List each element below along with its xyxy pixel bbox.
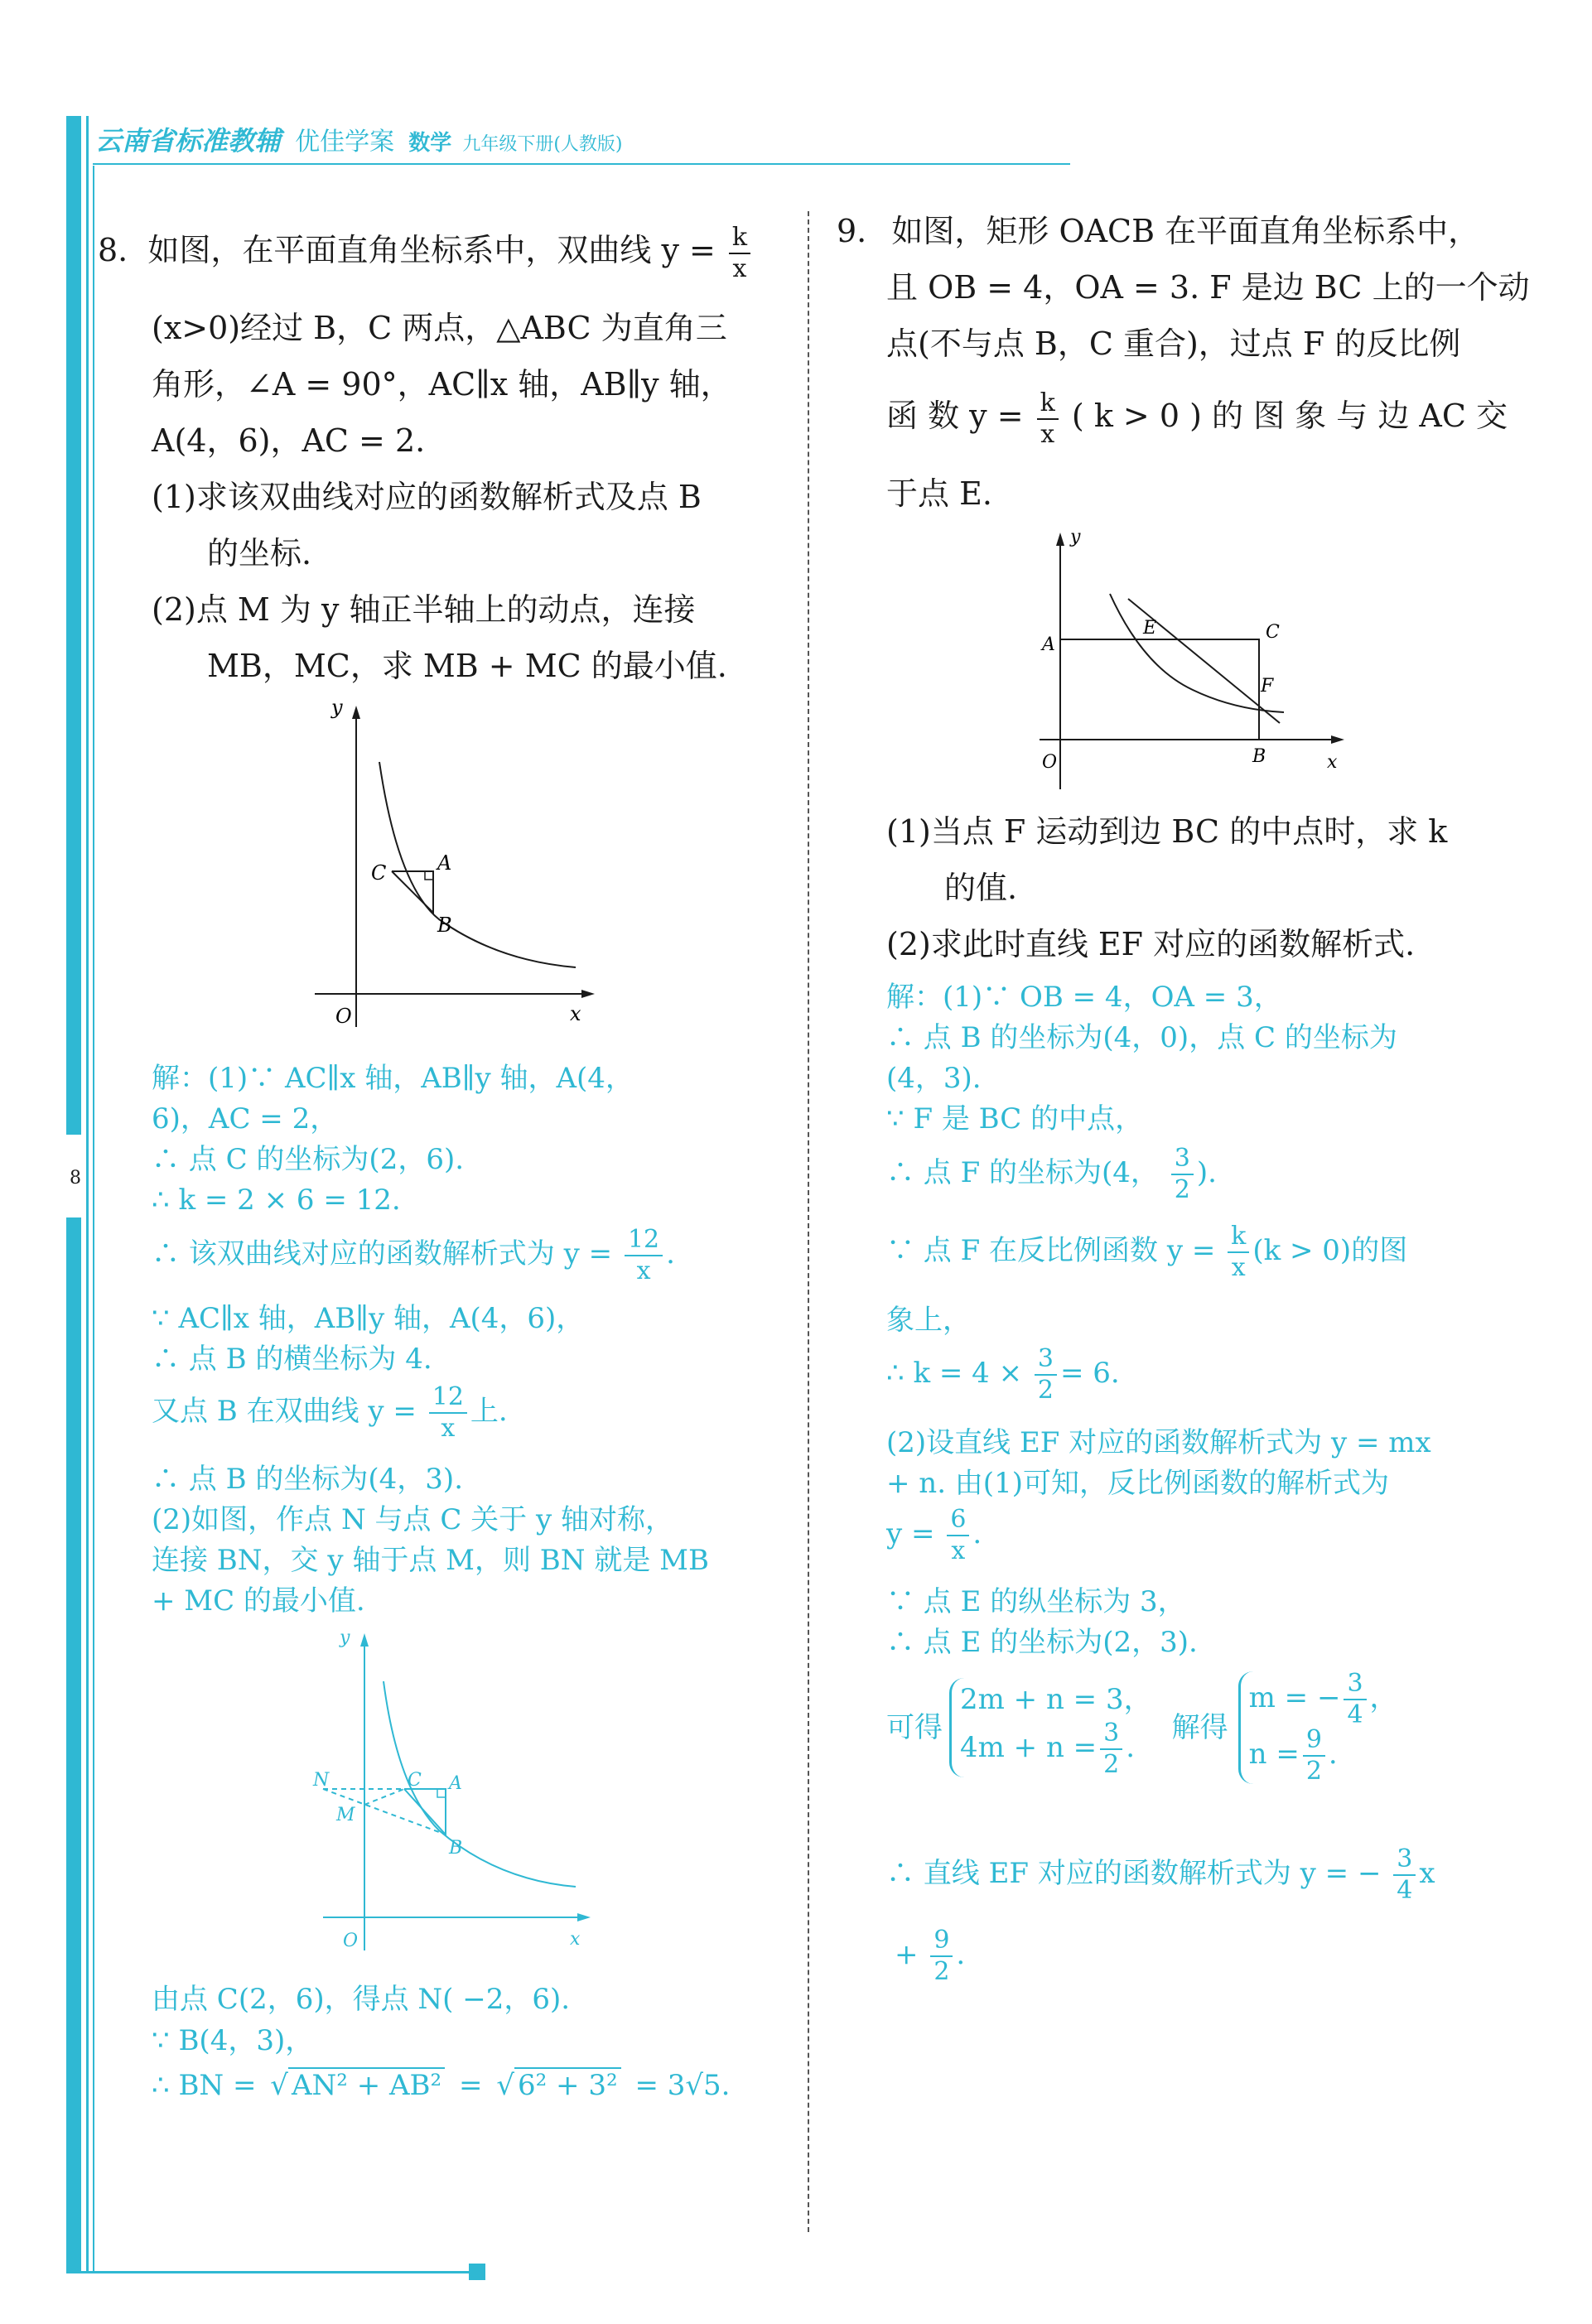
q8-sol-text: = 3√5. xyxy=(634,2069,731,2102)
frac-num: 9 xyxy=(1303,1728,1325,1757)
frac-12-x xyxy=(625,1227,663,1284)
q9-sol-line-15 xyxy=(886,1844,1435,1905)
q9-text: 函 数 y = xyxy=(886,398,1024,434)
q8-sol-line-5 xyxy=(152,1227,675,1284)
q9-sol-line: + n. 由(1)可知，反比例函数的解析式为 xyxy=(886,1467,1389,1500)
frac-num: 3 xyxy=(1344,1671,1366,1700)
system-2-eq2: n = $\frac{9}{2}$ . xyxy=(1248,1725,1338,1786)
q8-sol-line: ∵ AC∥x 轴，AB∥y 轴，A(4，6)， xyxy=(152,1302,585,1335)
q8-sol-line: (2)如图，作点 N 与点 C 关于 y 轴对称， xyxy=(152,1503,673,1536)
frac-12-x xyxy=(429,1382,467,1443)
frac-9-2 xyxy=(930,1928,953,1984)
label-c: C xyxy=(371,861,387,885)
frac-den: x xyxy=(951,1536,966,1565)
q9-line-5: 于点 E. xyxy=(886,475,992,512)
q8-sol-line: ∴ 点 B 的坐标为(4，3). xyxy=(152,1463,464,1496)
q9-sol-text: y = xyxy=(886,1517,935,1550)
triangle-abc xyxy=(404,1789,446,1835)
q8-text: 如图，在平面直角坐标系中，双曲线 y = xyxy=(147,232,716,268)
frac-6-x xyxy=(947,1507,969,1564)
x-axis-arrow xyxy=(577,1913,591,1921)
frac-den: 2 xyxy=(1305,1757,1322,1786)
q8-sol-text: 上. xyxy=(470,1395,508,1428)
hyperbola-curve xyxy=(379,762,576,967)
frac-9-2 xyxy=(1303,1725,1325,1786)
frac-3-2 xyxy=(1035,1344,1057,1405)
q9-part2: (2)求此时直线 EF 对应的函数解析式. xyxy=(886,926,1416,962)
q9-sol-text: + xyxy=(895,1938,919,1971)
system-1 xyxy=(949,1678,1152,1777)
q9-sol-text: ). xyxy=(1196,1156,1217,1189)
q9-sol-line: ∵ 点 E 的纵坐标为 3， xyxy=(886,1585,1186,1618)
header-subject: 数学 xyxy=(408,131,452,156)
q9-sol-line: 象上， xyxy=(886,1304,971,1337)
q8-line-1 xyxy=(98,222,754,282)
frac-num: k xyxy=(1037,391,1059,420)
label-y: y xyxy=(1070,527,1081,547)
label-c: C xyxy=(408,1770,422,1791)
q9-sol-text: = 6. xyxy=(1059,1357,1120,1390)
frac-num: k xyxy=(729,225,750,254)
frac-num: 12 xyxy=(625,1227,663,1256)
q9-sol-text: m = − xyxy=(1248,1681,1341,1714)
column-divider xyxy=(808,211,809,2232)
q8-sol-text: = xyxy=(459,2069,483,2102)
q8-line-2: (x>0)经过 B，C 两点，△ABC 为直角三 xyxy=(152,310,727,346)
frac-den: 2 xyxy=(1103,1750,1120,1779)
q9-sol-text: ∵ 点 F 在反比例函数 y = xyxy=(886,1234,1216,1267)
label-x: x xyxy=(570,1002,581,1025)
frac-num: 3 xyxy=(1100,1721,1122,1750)
q9-sol-line-11 xyxy=(886,1507,982,1564)
q9-sol-text: 4m + n = xyxy=(960,1731,1098,1764)
frac-num: k xyxy=(1228,1224,1249,1253)
q9-sol-line: (4，3). xyxy=(886,1062,982,1095)
frac-num: 6 xyxy=(947,1507,969,1536)
q9-sol-text: x xyxy=(1419,1857,1435,1890)
q8-sol-text: 又点 B 在双曲线 y = xyxy=(152,1395,417,1428)
frac-3-2 xyxy=(1100,1721,1122,1777)
q8-sol-line-15: ∴ BN = √ AN² + AB² = √ 6² + 3² = 3√5. xyxy=(152,2069,731,2102)
frac-num: 3 xyxy=(1393,1847,1416,1876)
header-grade: 九年级下册(人教版) xyxy=(462,134,623,155)
q9-sol-systems xyxy=(886,1671,1398,1784)
q9-sol-line: 解：(1)∵ OB = 4，OA = 3， xyxy=(886,981,1282,1014)
q8-sol-text: ∴ BN = xyxy=(152,2069,257,2102)
bottom-accent-line xyxy=(66,2271,472,2273)
q8-sol-text: . xyxy=(666,1237,675,1270)
q9-figure xyxy=(1027,526,1358,799)
q9-sol-line: ∵ F 是 BC 的中点， xyxy=(886,1102,1144,1135)
label-b: B xyxy=(449,1838,463,1859)
frac-num: 3 xyxy=(1035,1347,1057,1376)
frac-den: 4 xyxy=(1347,1700,1363,1729)
x-axis-arrow xyxy=(1331,735,1344,744)
label-o: O xyxy=(343,1931,359,1951)
header-rule xyxy=(93,163,1070,165)
q9-sol-text: ∴ k = 4 × xyxy=(886,1357,1023,1390)
q8-fraction xyxy=(729,222,750,283)
q9-line-2: 且 OB = 4，OA = 3. F 是边 BC 上的一个动 xyxy=(886,269,1530,306)
frac-k-x xyxy=(1228,1224,1249,1280)
frac-num: 12 xyxy=(429,1385,467,1414)
q9-part1-cont: 的值. xyxy=(944,870,1018,906)
frac-den: 4 xyxy=(1397,1876,1413,1905)
hyperbola-curve xyxy=(1110,594,1284,712)
sqrt-radicand: 6² + 3² xyxy=(514,2067,621,2102)
mc-dashed xyxy=(364,1789,404,1805)
q9-line-3: 点(不与点 B，C 重合)，过点 F 的反比例 xyxy=(886,325,1461,362)
left-accent-bar-lower xyxy=(66,1217,81,2273)
q8-part1: (1)求该双曲线对应的函数解析式及点 B xyxy=(152,479,702,515)
label-b: B xyxy=(1252,746,1266,767)
q9-sol-text: n = xyxy=(1248,1738,1300,1771)
q9-line-4 xyxy=(886,388,1508,447)
q8-part2-cont: MB，MC，求 MB + MC 的最小值. xyxy=(207,648,727,684)
q9-sol-line-6 xyxy=(886,1224,1407,1280)
q9-fraction xyxy=(1037,388,1059,449)
q9-text: ( k > 0 ) 的 图 象 与 边 AC 交 xyxy=(1071,398,1508,434)
q9-sol-text: 解得 xyxy=(1171,1710,1228,1744)
q9-sol-line-16: + $\frac{9}{2}$ . xyxy=(895,1926,966,1986)
q8-sol-line: ∵ B(4，3)， xyxy=(152,2024,314,2057)
frac-3-4 xyxy=(1344,1671,1366,1728)
q9-sol-text: . xyxy=(972,1517,982,1550)
x-axis-arrow xyxy=(581,990,595,998)
q8-sol-line: ∴ k = 2 × 6 = 12. xyxy=(152,1184,401,1217)
q8-sol-line-8 xyxy=(152,1382,508,1443)
frac-3-2 xyxy=(1171,1146,1194,1203)
q8-figure xyxy=(306,696,605,1044)
label-n: N xyxy=(313,1770,330,1791)
label-y: y xyxy=(331,696,343,719)
frac-den: 2 xyxy=(933,1957,950,1986)
q9-sol-text: ∴ 直线 EF 对应的函数解析式为 y = − xyxy=(886,1857,1382,1890)
label-x: x xyxy=(1327,752,1338,773)
label-a: A xyxy=(449,1773,462,1794)
q9-sol-line: ∴ 点 B 的坐标为(4，0)，点 C 的坐标为 xyxy=(886,1021,1397,1054)
system-1-eq2: 4m + n = $\frac{3}{2}$ . xyxy=(960,1719,1136,1779)
q9-sol-text: 可得 xyxy=(886,1710,943,1744)
label-m: M xyxy=(336,1805,355,1825)
y-axis-arrow xyxy=(1056,533,1064,546)
frac-den: x xyxy=(732,253,747,283)
system-1-eq1: 2m + n = 3， xyxy=(960,1683,1152,1716)
label-e: E xyxy=(1143,618,1157,639)
left-accent-bar xyxy=(66,116,81,1135)
q8-part2: (2)点 M 为 y 轴正半轴上的动点，连接 xyxy=(152,591,696,628)
rectangle-oacb xyxy=(1060,639,1259,740)
y-axis-arrow xyxy=(352,706,360,719)
label-c: C xyxy=(1266,622,1280,643)
label-a: A xyxy=(437,851,452,875)
label-x: x xyxy=(570,1929,581,1950)
frac-3-4 xyxy=(1393,1844,1416,1905)
q8-part1-cont: 的坐标. xyxy=(207,535,312,571)
header-series: 优佳学案 xyxy=(295,128,395,157)
frac-num: 9 xyxy=(930,1928,953,1957)
q8-sol-line: ∴ 点 B 的横坐标为 4. xyxy=(152,1343,432,1376)
label-o: O xyxy=(335,1005,352,1028)
system-2-eq1: m = − $\frac{3}{4}$ ， xyxy=(1248,1669,1398,1729)
q9-number: 9. xyxy=(837,213,867,249)
header xyxy=(95,120,622,157)
q9-sol-line-8 xyxy=(886,1344,1120,1405)
frac-den: x xyxy=(1231,1253,1246,1282)
q8-sol-text: ∴ 该双曲线对应的函数解析式为 y = xyxy=(152,1237,613,1270)
q9-text: 如图，矩形 OACB 在平面直角坐标系中， xyxy=(891,213,1480,249)
label-o: O xyxy=(1042,752,1058,773)
q8-sol-line: 连接 BN，交 y 轴于点 M，则 BN 就是 MB xyxy=(152,1544,709,1577)
right-angle-mark xyxy=(437,1789,446,1797)
q8-sol-line: + MC 的最小值. xyxy=(152,1584,365,1618)
q8-line-4: A(4，6)，AC = 2. xyxy=(152,422,426,459)
sqrt-radicand: AN² + AB² xyxy=(288,2067,445,2102)
q9-sol-line: ∴ 点 E 的坐标为(2，3). xyxy=(886,1626,1198,1659)
q9-line-1 xyxy=(837,203,1479,259)
label-a: A xyxy=(1042,634,1055,655)
left-thin-line xyxy=(93,166,94,2273)
frac-num: 3 xyxy=(1171,1146,1194,1175)
frac-den: 2 xyxy=(1174,1175,1190,1204)
q8-sol-line: 由点 C(2，6)，得点 N( −2，6). xyxy=(152,1983,571,2016)
q9-sol-text: (k > 0)的图 xyxy=(1252,1234,1408,1267)
q8-solution-figure xyxy=(306,1623,605,1963)
frac-den: x xyxy=(441,1414,456,1443)
triangle-abc xyxy=(392,871,433,913)
frac-den: x xyxy=(1040,419,1055,449)
bottom-accent-square xyxy=(469,2264,485,2280)
frac-den: x xyxy=(636,1256,651,1285)
header-brand: 云南省标准教辅 xyxy=(95,125,282,157)
q9-sol-text: ∴ 点 F 的坐标为(4， xyxy=(886,1156,1159,1189)
left-accent-line xyxy=(86,116,89,2273)
q8-sol-line: 解：(1)∵ AC∥x 轴，AB∥y 轴，A(4， xyxy=(152,1062,634,1095)
q9-sol-line-5 xyxy=(886,1146,1217,1203)
label-y: y xyxy=(340,1627,350,1648)
q9-sol-line: (2)设直线 EF 对应的函数解析式为 y = mx xyxy=(886,1426,1431,1459)
frac-den: 2 xyxy=(1037,1376,1054,1405)
page-number: 8 xyxy=(70,1168,81,1189)
label-f: F xyxy=(1261,676,1274,697)
q8-sol-line: ∴ 点 C 的坐标为(2，6). xyxy=(152,1143,465,1176)
label-b: B xyxy=(437,914,452,937)
right-angle-mark xyxy=(425,871,433,880)
q8-sol-line: 6)，AC = 2， xyxy=(152,1102,339,1135)
q9-part1: (1)当点 F 运动到边 BC 的中点时，求 k xyxy=(886,813,1448,850)
q8-line-3: 角形，∠A = 90°，AC∥x 轴，AB∥y 轴， xyxy=(152,366,732,403)
y-axis-arrow xyxy=(360,1633,369,1647)
q8-number: 8. xyxy=(98,232,128,268)
system-2 xyxy=(1238,1671,1398,1784)
